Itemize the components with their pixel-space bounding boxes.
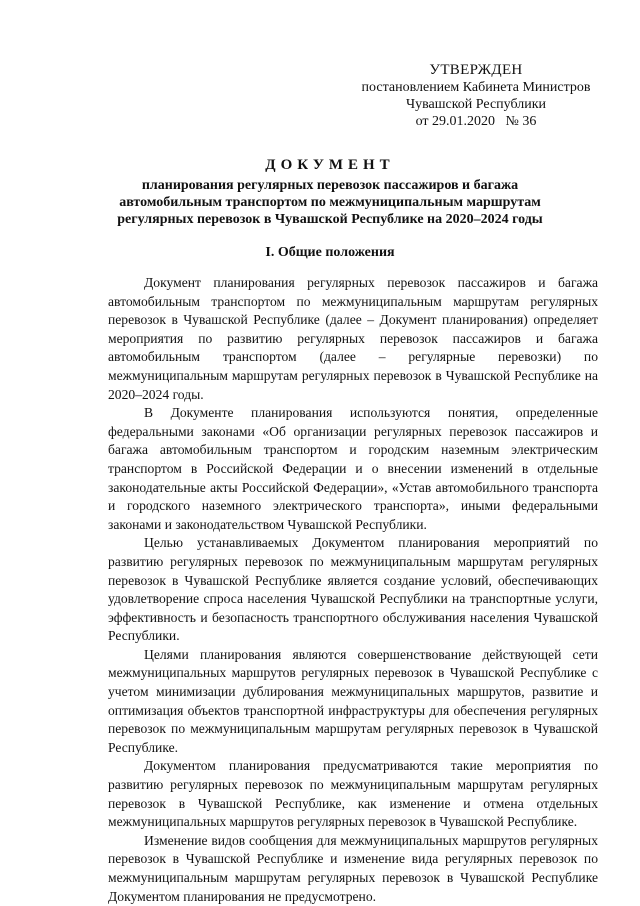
document-subtitle-line-3: регулярных перевозок в Чувашской Республике на 2020–2024 годы — [117, 212, 543, 227]
approval-title: УТВЕРЖДЕН — [429, 62, 523, 78]
section-heading: I. Общие положения — [265, 245, 395, 260]
approval-line-authority: постановлением Кабинета Министров — [361, 80, 591, 95]
approval-line-date-number: от 29.01.2020 № 36 — [415, 114, 537, 129]
body-text — [108, 274, 598, 906]
document-subtitle-line-2: автомобильным транспортом по межмуниципальным маршрутам — [119, 195, 541, 210]
paragraph: Целью устанавливаемых Документом планирования мероприятий по развитию регулярных перевозок по межмуниципальным маршрутам регулярных перевозок в Чувашской Республике является создание условий, обеспечивающих удовлетворение спроса населения Чувашской Республики на транспортные услуги, эффективность и безопасность транспортного обслуживания населения Чувашской Республики. — [108, 535, 598, 644]
paragraph: Целями планирования являются совершенствование действующей сети межмуниципальных маршрутов регулярных перевозок в Чувашской Республике с учетом минимизации дублирования межмуниципальных маршрутов, развитие и оптимизация объектов транспортной инфраструктуры для обеспечения регулярных перевозок по межмуниципальным маршрутам регулярных перевозок в Чувашской Республике. — [108, 646, 598, 755]
paragraph: Документ планирования регулярных перевозок пассажиров и багажа автомобильным транспортом по межмуниципальным маршрутам регулярных перевозок в Чувашской Республике (далее – Документ планирования) определяет мероприятия по развитию регулярных перевозок пассажиров и багажа автомобильным транспортом (далее – регулярные перевозки) по межмуниципальным маршрутам регулярных перевозок в Чувашской Республике на 2020–2024 годы. — [108, 275, 598, 402]
document-subtitle-line-1: планирования регулярных перевозок пассажиров и багажа — [141, 178, 519, 193]
approval-line-republic: Чувашской Республики — [405, 97, 547, 112]
document-heading: ДОКУМЕНТ — [265, 157, 395, 173]
approval-stamp — [356, 62, 596, 130]
paragraph: Изменение видов сообщения для межмуниципальных маршрутов регулярных перевозок в Чувашской Республике и изменение вида регулярных перевозок по межмуниципальным маршрутам регулярных перевозок в Чувашской Республике Документом планирования не предусмотрено. — [108, 832, 598, 904]
document-title-block — [60, 157, 600, 228]
paragraph: Документом планирования предусматриваются такие мероприятия по развитию регулярных перевозок по межмуниципальным маршрутам регулярных перевозок в Чувашской Республике, как изменение и отмена отдельных межмуниципальных маршрутов регулярных перевозок в Чувашской Республике. — [108, 758, 598, 830]
paragraph: В Документе планирования используются понятия, определенные федеральными законами «Об организации регулярных перевозок пассажиров и багажа автомобильным транспортом и городским наземным электрическим транспортом в Российской Федерации и о внесении изменений в отдельные законодательные акты Российской Федерации», «Устав автомобильного транспорта и городского наземного электрического транспорта», иными федеральными законами и законодательством Чувашской Республики. — [108, 405, 598, 532]
